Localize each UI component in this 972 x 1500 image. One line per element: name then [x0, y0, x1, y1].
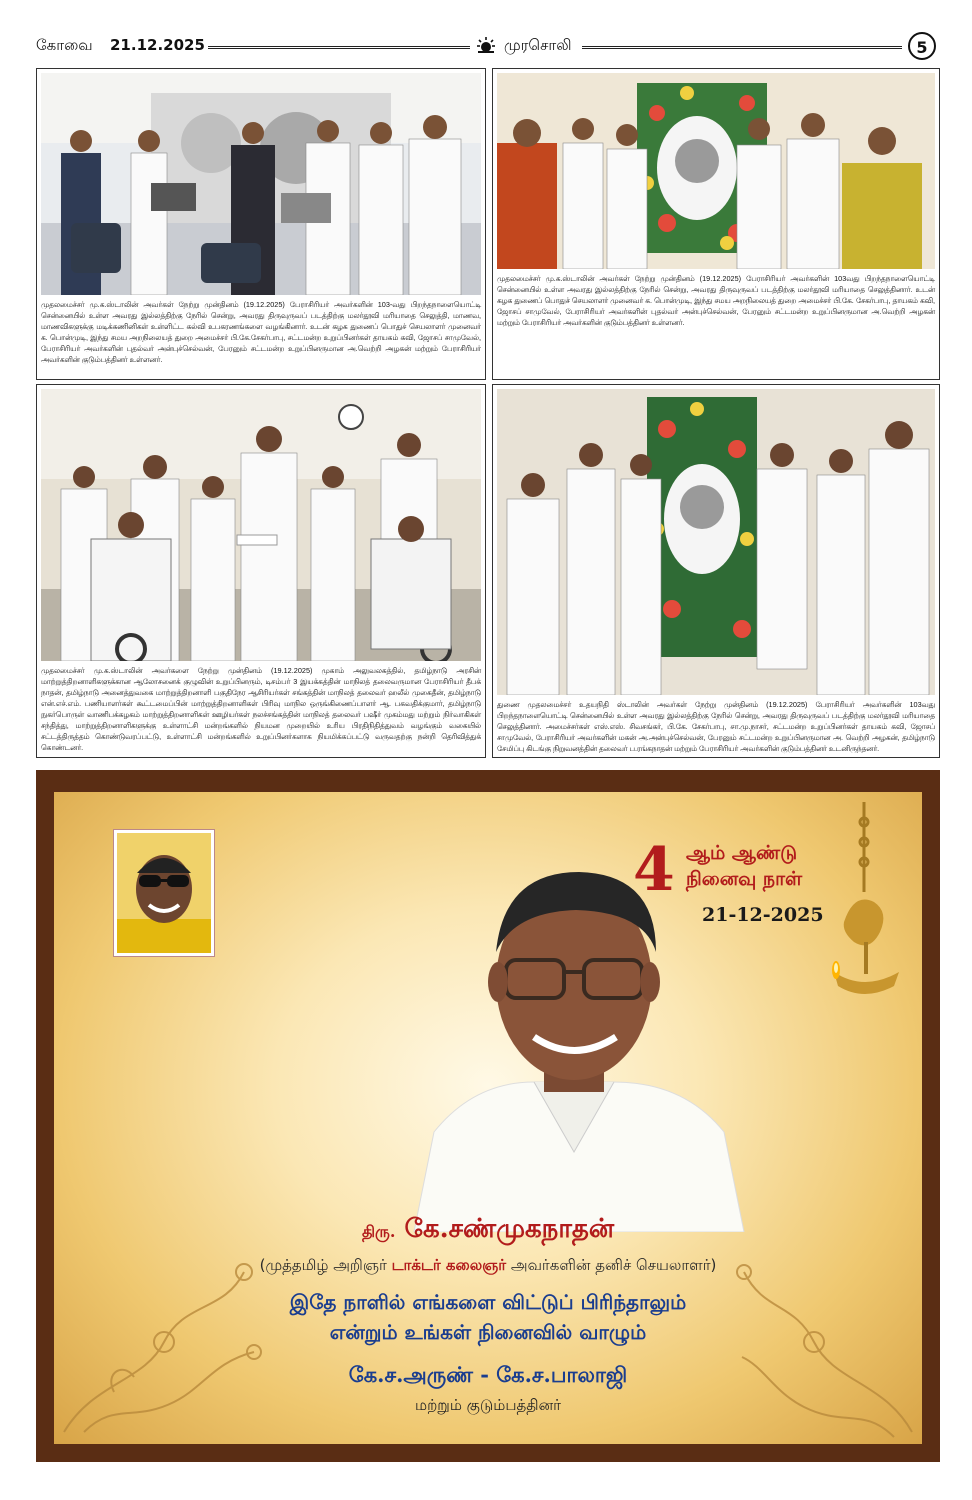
tribute-from-names: கே.ச.அருண் - கே.ச.பாலாஜி [348, 1362, 628, 1387]
edition-city: கோவை [36, 36, 93, 54]
honoree-name-text: கே.சண்முகநாதன் [404, 1214, 615, 1244]
photo-floral-tribute [497, 73, 935, 269]
tribute-family: மற்றும் குடும்பத்தினர் [415, 1396, 561, 1414]
honoree-name [54, 1214, 922, 1247]
photo-caption-2: முதலமைச்சர் மு.க.ஸ்டாலின் அவர்கள் நேற்று முன்தினம் (19.12.2025) பேராசிரியர் அவர்களின் 103வது பிறந்தநாளையொட்டி சென்னையில் உள்ள அவரது இல்லத்திற்கு நேரில் சென்று, அவரது திருவுருவப் படத்திற்கு மலர்தூவி மரியாதை செலுத்தினார். உடன் கழக துணைப் பொதுச் செயலாளர் முனைவர் க. பொன்முடி, இந்து சமய அறநிலையத் துறை அமைச்சர் பி.கே. சேகர்பாபு, தாயகம் கவி, ஜோசப் சாமுவேல், பேராசிரியர் அவர்களின் புதல்வர் அன்புச்செல்வன், பேரனும் சட்டமன்ற உறுப்பினருமான அ.வெற்றி அழகன் மற்றும் பேராசிரியர் அவர்களின் குடும்பத்தினர் உள்ளனர். [497, 274, 935, 327]
edition-date: 21.12.2025 [110, 36, 205, 54]
honorific: திரு. [361, 1222, 396, 1241]
rising-sun-logo-icon [476, 36, 496, 54]
news-photo-block-2 [492, 68, 940, 380]
memorial-banner [36, 770, 940, 1462]
photo-delegation-meeting [41, 389, 481, 661]
kalaignar-portrait [114, 830, 214, 956]
photo-caption-3: முதலமைச்சர் மு.க.ஸ்டாலின் அவர்களை நேற்று முன்தினம் (19.12.2025) முகாம் அலுவலகத்தில், தமிழ்நாடு அரசின் மாற்றுத்திறனாளிகளுக்கான ஆலோசனைக் குழுவின் உறுப்பினரும், டிசம்பர் 3 இயக்கத்தின் மாநிலத் தலைவருமான பேராசிரியர் தீபக் நாதன், தமிழ்நாடு அனைத்துவகை மாற்றுத்திறனாளி பகுதிநேர ஆசிரியர்கள் சங்கத்தின் மாநிலத் தலைவர் ஹலீல் முகைதீன், தமிழ்நாடு என்.எச்.எம். பணியாளர்கள் கூட்டமைப்பின் மாற்றுத்திறனாளிகள் பிரிவு மாநில ஒருங்கிணைப்பாளர் ஆ. பகவதிக்குமார், தமிழ்நாடு நுகர்பொருள் வாணிபக்கழகம் மாற்றுத்திறனாளிகள் ஊழியர்கள் நலச்சங்கத்தின் மாநிலத் தலைவர் பஷீர் முகம்மது மற்றும் நிர்வாகிகள் சந்தித்து, மாற்றுத்திறனாளிகளுக்கு உள்ளாட்சி மன்றங்களில் நியமன முறையில் உரிய பிரதிநிதித்துவம் வழங்கும் வகையில் சட்டத்திருத்தம் கொண்டுவரப்பட்டு, உள்ளாட்சி மன்றங்களில் உறுப்பினர்களாக நியமிக்கப்பட்டு வருவதற்கு நன்றி தெரிவித்துக் கொண்டனர். [41, 666, 481, 752]
honoree-designation [54, 1256, 922, 1276]
designation-suffix: அவர்களின் தனிச் செயலாளர்) [506, 1256, 717, 1274]
header-rule-left [208, 46, 470, 49]
newspaper-name: முரசொலி [504, 36, 572, 54]
photo-caption-1: முதலமைச்சர் மு.க.ஸ்டாலின் அவர்கள் நேற்று முன்தினம் (19.12.2025) பேராசிரியர் அவர்களின் 103-வது பிறந்தநாளையொட்டி சென்னையில் உள்ள அவரது இல்லத்திற்கு நேரில் சென்று, அவரது திருவுருவப் படத்திற்கு மலர்தூவி மரியாதை செலுத்தி, மாணவ, மாணவிகளுக்கு மடிக்கணினிகள் உள்ளிட்ட கல்வி உபகரணங்களை வழங்கினார். உடன் கழக துணைப் பொதுச் செயலாளர் முனைவர் க. பொன்முடி, இந்து சமய அறநிலையத் துறை அமைச்சர் பி.கே.சேகர்பாபு, சட்டமன்ற உறுப்பினர்கள் தாயகம் கவி, ஜோசப் சாமுவேல், பேராசிரியர் அவர்களின் புதல்வர் அன்புச்செல்வன், பேரனும் சட்டமன்ற உறுப்பினருமான அ.வெற்றி அழகன் மற்றும் பேராசிரியர் அவர்களின் குடும்பத்தினர் உள்ளனர். [41, 300, 481, 364]
header-rule-right [582, 46, 902, 49]
photo-deputy-cm-tribute [497, 389, 935, 695]
anniversary-number: 4 [633, 835, 675, 905]
designation-prefix: (முத்தமிழ் அறிஞர் [259, 1256, 392, 1274]
news-photo-block-4 [492, 384, 940, 758]
anniversary-text-year: ஆம் ஆண்டு [686, 842, 798, 864]
page-header [36, 36, 940, 58]
memorial-banner-panel [54, 792, 922, 1444]
news-photo-block-3 [36, 384, 486, 758]
page-number: 5 [908, 32, 936, 60]
designation-kalaignar: டாக்டர் கலைஞர் [391, 1256, 507, 1274]
photo-laptop-distribution [41, 73, 481, 295]
photo-caption-4: துணை முதலமைச்சர் உதயநிதி ஸ்டாலின் அவர்கள் நேற்று முன்தினம் (19.12.2025) பேராசிரியர் அவர்களின் 103வது பிறந்தநாளையொட்டி சென்னையில் உள்ள அவரது இல்லத்திற்கு நேரில் சென்று, அவரது திருவுருவப் படத்திற்கு மலர்தூவி மரியாதை செலுத்தினார். அமைச்சர்கள் எஸ்.எஸ். சிவசங்கர், பி.கே. சேகர்பாபு, சா.மு.நாசர், சட்டமன்ற உறுப்பினர்கள் தாயகம் கவி, ஜோசப் சாமுவேல், பேராசிரியர் அவர்களின் மகன் அ.அன்புச்செல்வன், பேரனும் சட்டமன்ற உறுப்பினருமான அ. வெற்றி அழகன், தமிழ்நாடு சேமிப்பு கிடங்கு நிறுவனத்தின் தலைவர் ப.ரங்கநாதன் மற்றும் பேராசிரியர் அவர்களின் குடும்பத்தினர் உடனிருந்தனர். [497, 700, 935, 753]
anniversary-text-memorial-day: நினைவு நாள் [686, 868, 803, 890]
anniversary-date: 21-12-2025 [702, 904, 824, 926]
tribute-line-1: இதே நாளில் எங்களை விட்டுப் பிரிந்தாலும் [289, 1290, 687, 1314]
tribute-line-2: என்றும் உங்கள் நினைவில் வாழும் [329, 1320, 647, 1344]
news-photo-block-1 [36, 68, 486, 380]
oil-lamp-icon [814, 802, 904, 1022]
